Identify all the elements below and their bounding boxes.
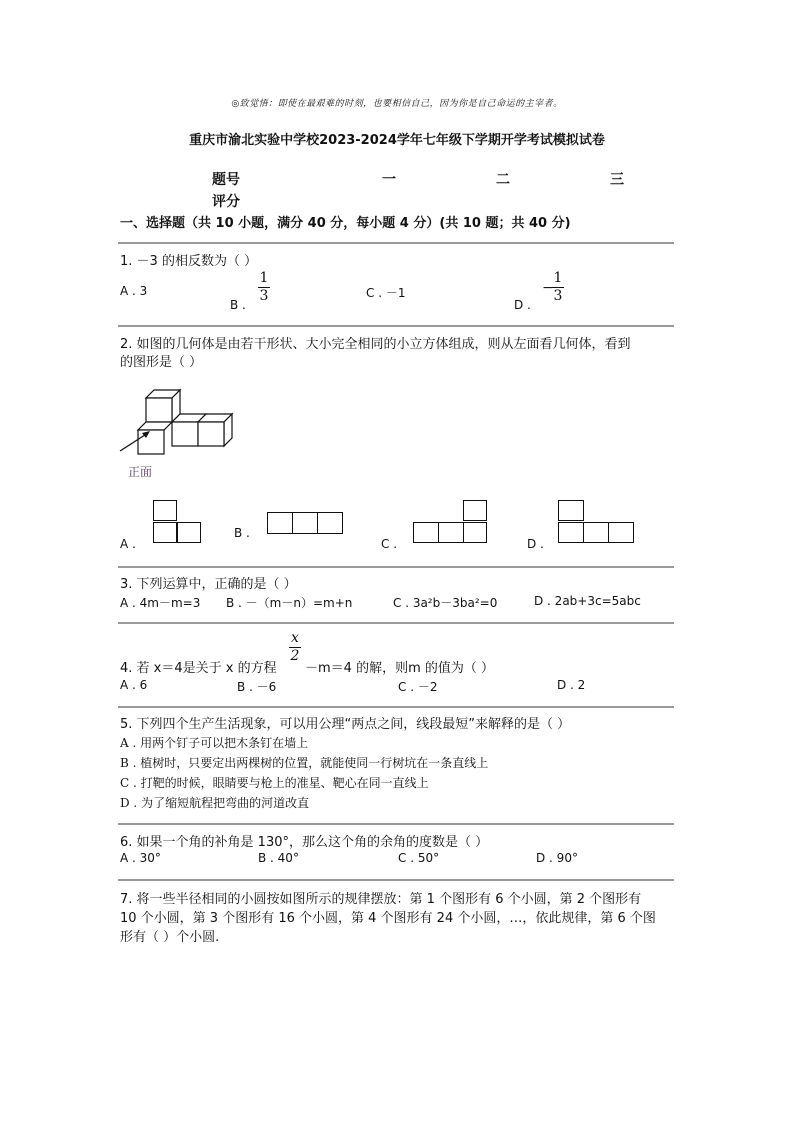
- section-1-heading: 一、选择题（共 10 小题，满分 40 分，每小题 4 分）(共 10 题；共 40 分): [120, 216, 571, 231]
- q6-option-a: A . 30°: [120, 851, 161, 865]
- question-2-stem-line-1: 2. 如图的几何体是由若干形状、大小完全相同的小立方体组成，则从左面看几何体，看到: [120, 337, 631, 352]
- divider: [118, 566, 674, 568]
- q1-option-a: A . 3: [120, 284, 148, 298]
- question-3-stem: 3. 下列运算中，正确的是（ ）: [120, 577, 297, 592]
- q3-option-b: B . －（m－n）=m+n: [226, 596, 353, 610]
- divider: [118, 622, 674, 624]
- divider: [118, 242, 674, 244]
- fraction-denominator: 2: [290, 648, 300, 664]
- q5-option-a: A . 用两个钉子可以把木条钉在墙上: [120, 736, 309, 750]
- q4-option-a: A . 6: [120, 678, 148, 692]
- score-table-row-label-score: 评分: [212, 194, 240, 210]
- q4-option-c: C . －2: [398, 680, 438, 694]
- q6-option-c: C . 50°: [398, 851, 440, 865]
- q1-option-d-sign: −: [542, 280, 554, 296]
- square: [267, 512, 293, 534]
- q3-option-a: A . 4m－m=3: [120, 596, 201, 610]
- divider: [118, 823, 674, 825]
- score-table-row-label-question: 题号: [212, 172, 240, 188]
- q1-option-d-label: D .: [514, 298, 531, 312]
- question-6-stem: 6. 如果一个角的补角是 130°，那么这个角的余角的度数是（ ）: [120, 835, 489, 850]
- q1-option-d-fraction: [552, 270, 564, 305]
- square: [317, 512, 343, 534]
- fraction-numerator: 1: [553, 270, 563, 286]
- question-7-line-2: 10 个小圆，第 3 个图形有 16 个小圆，第 4 个图形有 24 个小圆，…，依此规律，第 6 个图: [120, 911, 656, 926]
- question-7-line-3: 形有（ ）个小圆.: [120, 930, 220, 945]
- square: [438, 522, 464, 543]
- q1-option-b-label: B .: [230, 298, 246, 312]
- q6-option-d: D . 90°: [536, 851, 578, 865]
- question-1-stem: 1. －3 的相反数为（ ）: [120, 254, 258, 269]
- exam-title: 重庆市渝北实验中学校2023-2024学年七年级下学期开学考试模拟试卷: [189, 133, 605, 148]
- fraction-denominator: 3: [259, 288, 269, 304]
- square: [153, 500, 177, 521]
- q5-option-b: B . 植树时，只要定出两棵树的位置，就能使同一行树坑在一条直线上: [120, 756, 489, 770]
- question-4-stem-start: 4. 若 x＝4是关于 x 的方程: [120, 661, 277, 676]
- square: [177, 522, 201, 543]
- q3-option-c: C . 3a²b－3ba²=0: [393, 596, 498, 610]
- fraction-numerator: x: [291, 630, 299, 646]
- square: [463, 522, 487, 543]
- square: [292, 512, 318, 534]
- score-table-col-3: 三: [610, 172, 624, 188]
- square: [608, 522, 634, 543]
- square: [558, 522, 584, 543]
- divider: [118, 706, 674, 708]
- q2-option-c: C .: [381, 537, 398, 551]
- question-4-stem-end: －m＝4 的解，则m 的值为（ ）: [305, 661, 494, 676]
- score-table-col-1: 一: [382, 172, 396, 188]
- q5-option-c: C . 打靶的时候，眼睛要与枪上的准星、靶心在同一直线上: [120, 776, 429, 790]
- q1-option-b-fraction: [258, 270, 270, 305]
- motivational-quote: ◎致觉悟：即使在最艰难的时刻，也要相信自己，因为你是自己命运的主宰者。: [231, 99, 563, 109]
- front-view-label: 正面: [128, 465, 153, 479]
- q4-equation-fraction: [289, 630, 301, 665]
- question-2-stem-line-2: 的图形是（ ）: [120, 355, 203, 370]
- q4-option-b: B . －6: [237, 680, 277, 694]
- q1-option-c: C . －1: [366, 286, 406, 300]
- score-table-col-2: 二: [496, 172, 510, 188]
- square: [153, 522, 177, 543]
- q2-option-a: A .: [120, 537, 136, 551]
- cube-solid-figure: [118, 385, 248, 455]
- fraction-denominator: 3: [553, 288, 563, 304]
- q2-option-b: B .: [234, 526, 250, 540]
- q4-option-d: D . 2: [557, 678, 586, 692]
- question-7-line-1: 7. 将一些半径相同的小圆按如图所示的规律摆放：第 1 个图形有 6 个小圆，第 2 个图形有: [120, 892, 642, 907]
- square: [463, 500, 487, 521]
- fraction-numerator: 1: [259, 270, 269, 286]
- divider: [118, 879, 674, 881]
- divider: [118, 325, 674, 327]
- q6-option-b: B . 40°: [258, 851, 299, 865]
- square: [558, 500, 584, 521]
- q5-option-d: D . 为了缩短航程把弯曲的河道改直: [120, 796, 310, 810]
- question-5-stem: 5. 下列四个生产生活现象，可以用公理“两点之间，线段最短”来解释的是（ ）: [120, 717, 571, 732]
- square: [583, 522, 609, 543]
- q3-option-d: D . 2ab+3c=5abc: [534, 594, 641, 608]
- q2-option-d: D .: [527, 537, 544, 551]
- square: [413, 522, 439, 543]
